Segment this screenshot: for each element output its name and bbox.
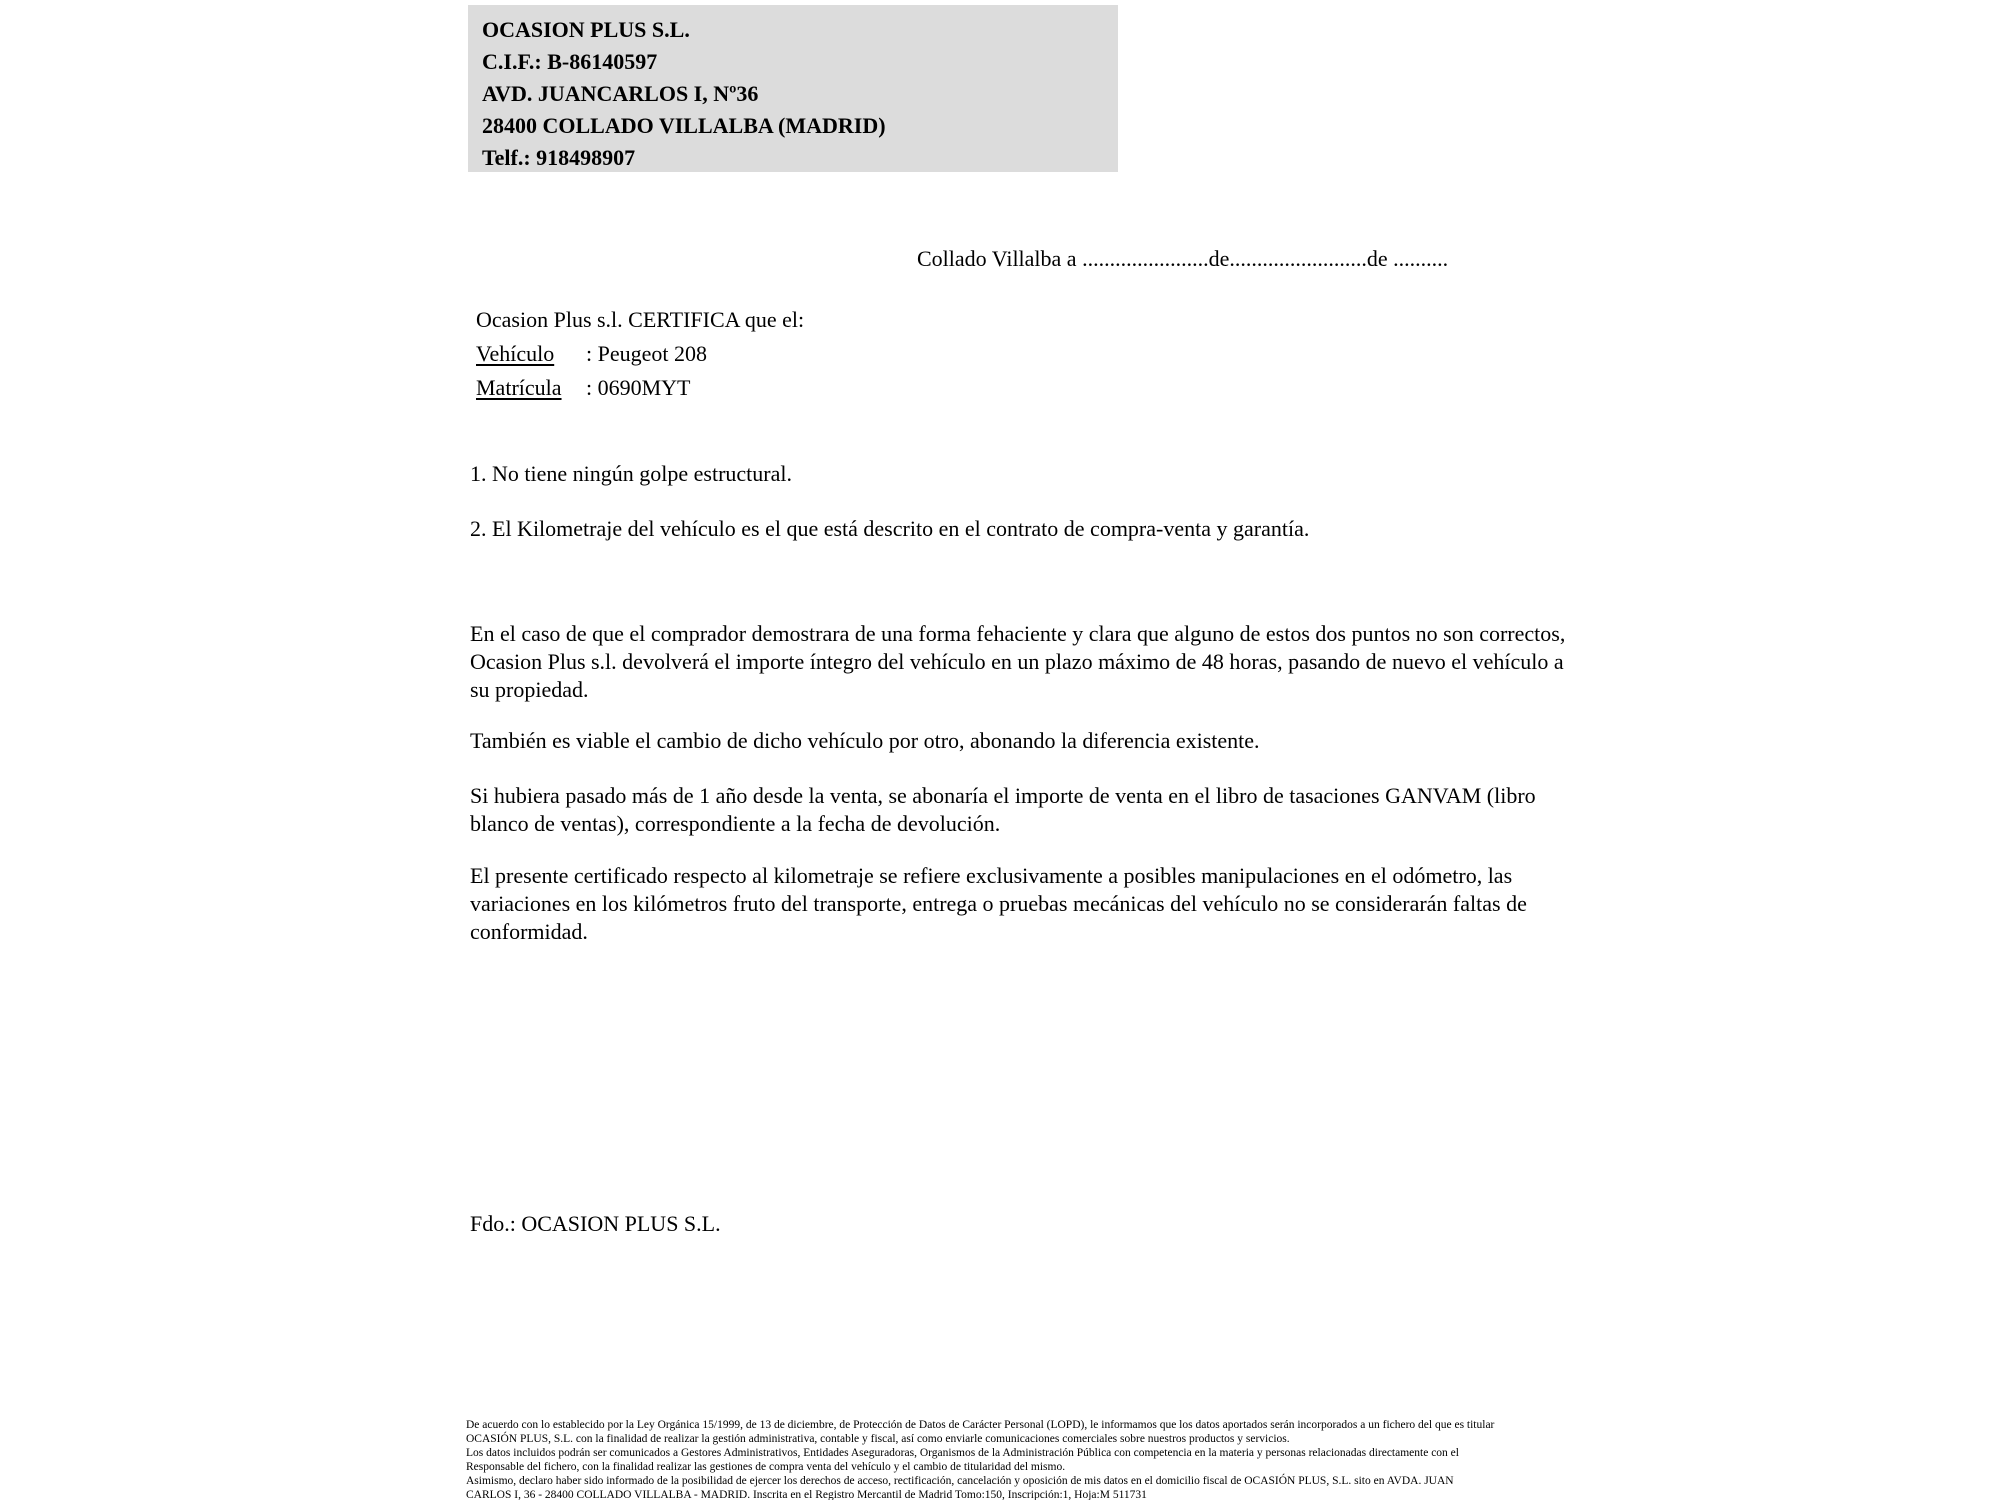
paragraph-odometer-disclaimer: El presente certificado respecto al kilometraje se refiere exclusivamente a posibles manipulaciones en el odómetro, las variaciones en los kilómetros fruto del transporte, entrega o pruebas mecánicas del vehículo no se considerarán faltas de conformidad. xyxy=(470,863,1527,944)
legal-footer-line: De acuerdo con lo establecido por la Ley Orgánica 15/1999, de 13 de diciembre, de Protección de Datos de Carácter Personal (LOPD), le informamos que los datos aportados serán incorporados a un fichero del que es titular xyxy=(466,1419,1495,1431)
plate-value: : 0690MYT xyxy=(586,375,691,400)
company-cif: C.I.F.: B-86140597 xyxy=(482,49,658,74)
company-name: OCASION PLUS S.L. xyxy=(482,17,690,42)
company-address: AVD. JUANCARLOS I, Nº36 xyxy=(482,81,759,106)
plate-label-text: Matrícula xyxy=(476,375,562,400)
certification-intro: Ocasion Plus s.l. CERTIFICA que el: xyxy=(476,307,805,332)
letterhead-box xyxy=(468,5,1118,172)
plate-label xyxy=(476,374,586,402)
paragraph-ganvam-valuation: Si hubiera pasado más de 1 año desde la venta, se abonaría el importe de venta en el libro de tasaciones GANVAM (libro blanco de ventas), correspondiente a la fecha de devolución. xyxy=(470,783,1536,836)
plate-field-row xyxy=(476,374,691,402)
legal-footer-line: OCASIÓN PLUS, S.L. con la finalidad de realizar la gestión administrativa, contable y fiscal, así como enviarle comunicaciones comerciales sobre nuestros productos y servicios. xyxy=(466,1433,1290,1445)
vehicle-label xyxy=(476,340,586,368)
legal-footer-line: Los datos incluidos podrán ser comunicados a Gestores Administrativos, Entidades Aseguradoras, Organismos de la Administración Pública con competencia en la materia y personas relacionadas directamente con el xyxy=(466,1447,1459,1459)
legal-footer xyxy=(466,1418,1586,1500)
vehicle-field-row xyxy=(476,340,707,368)
vehicle-label-text: Vehículo xyxy=(476,341,555,366)
company-phone: Telf.: 918498907 xyxy=(482,145,636,170)
paragraph-refund-guarantee: En el caso de que el comprador demostrara de una forma fehaciente y clara que alguno de estos dos puntos no son correctos, Ocasion Plus s.l. devolverá el importe íntegro del vehículo en un plazo máximo de 48 horas, pasando de nuevo el vehículo a su propiedad. xyxy=(470,621,1566,702)
clause-mileage: 2. El Kilometraje del vehículo es el que está descrito en el contrato de compra-venta y garantía. xyxy=(470,516,1310,541)
date-line: Collado Villalba a .......................de.........................de .......... xyxy=(917,246,1449,271)
vehicle-value: : Peugeot 208 xyxy=(586,341,707,366)
legal-footer-line: CARLOS I, 36 - 28400 COLLADO VILLALBA - MADRID. Inscrita en el Registro Mercantil de Madrid Tomo:150, Inscripción:1, Hoja:M 511731 xyxy=(466,1489,1147,1500)
company-city: 28400 COLLADO VILLALBA (MADRID) xyxy=(482,113,886,138)
paragraph-vehicle-exchange: También es viable el cambio de dicho vehículo por otro, abonando la diferencia existente. xyxy=(470,728,1260,753)
clause-no-structural-damage: 1. No tiene ningún golpe estructural. xyxy=(470,461,792,486)
signature-line: Fdo.: OCASION PLUS S.L. xyxy=(470,1211,721,1236)
legal-footer-line: Asimismo, declaro haber sido informado de la posibilidad de ejercer los derechos de acceso, rectificación, cancelación y oposición de mis datos en el domicilio fiscal de OCASIÓN PLUS, S.L. sito en AVDA. JUAN xyxy=(466,1475,1454,1487)
legal-footer-line: Responsable del fichero, con la finalidad realizar las gestiones de compra venta del vehículo y el cambio de titularidad del mismo. xyxy=(466,1461,1066,1473)
